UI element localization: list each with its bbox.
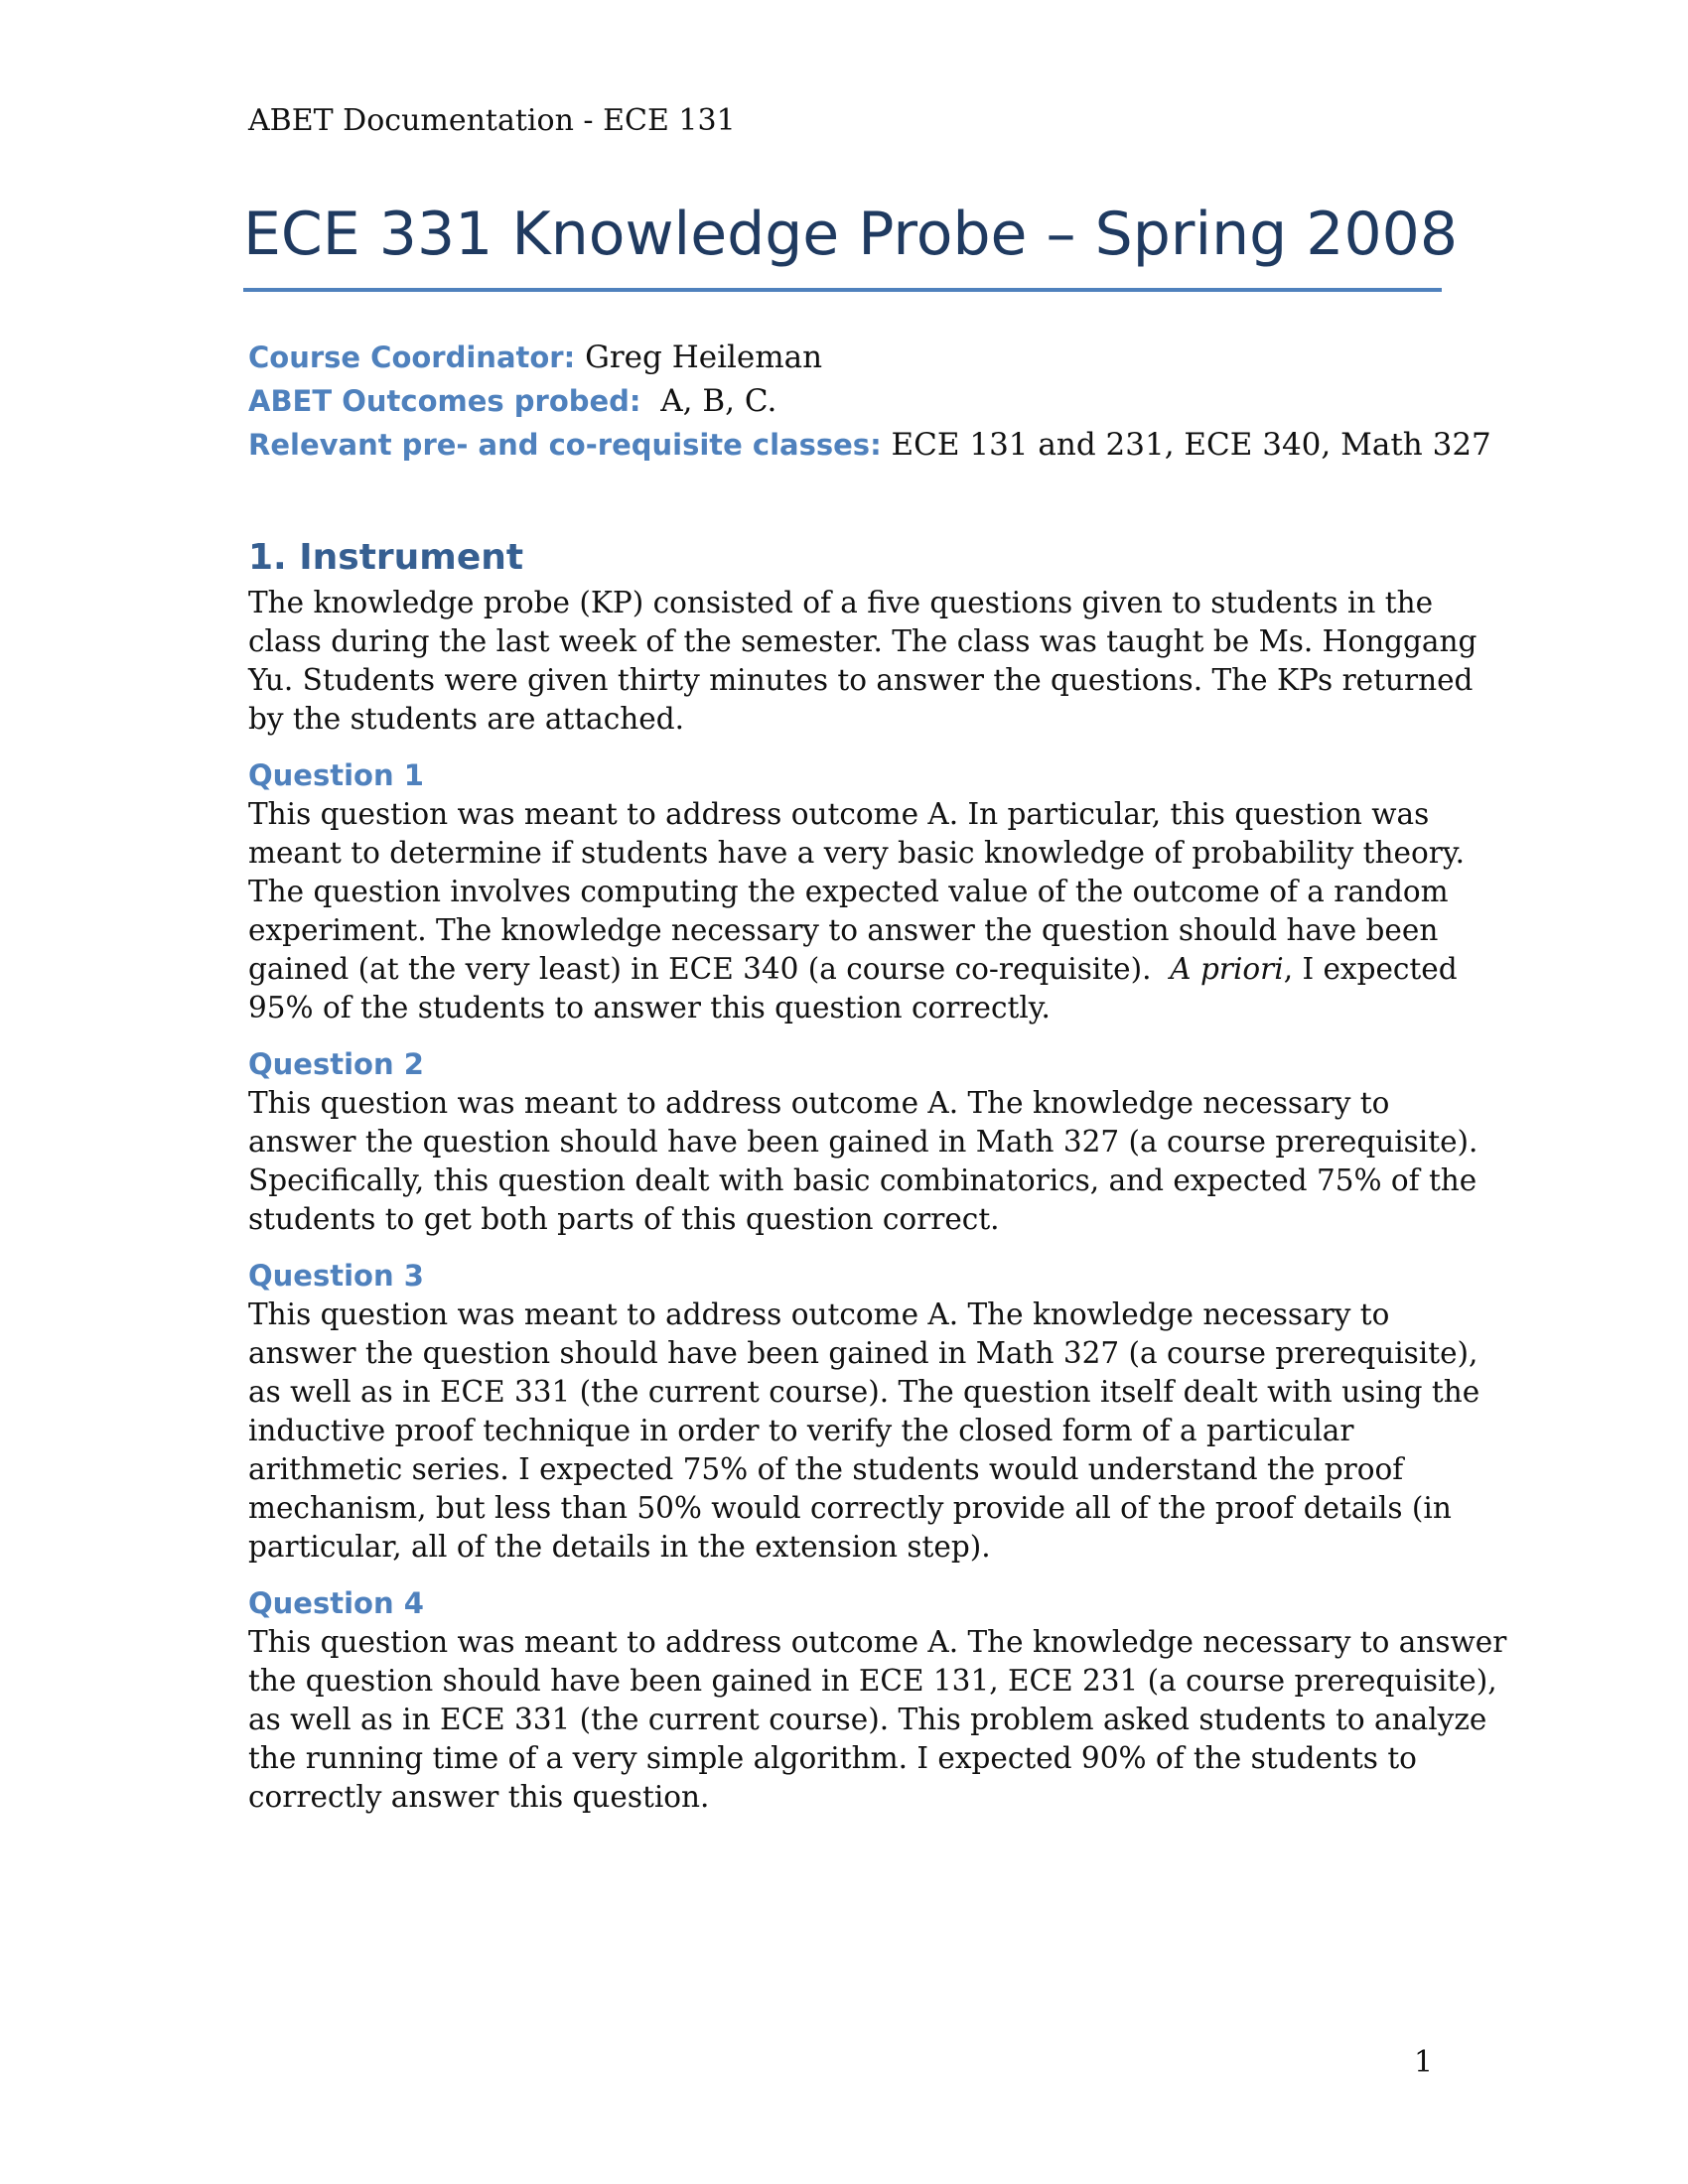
question-1-heading: Question 1 (248, 758, 424, 792)
document-body (248, 532, 1507, 1834)
paragraph-line: class during the last week of the semester. The class was taught be Ms. Honggang (248, 624, 1477, 658)
course-meta (248, 336, 1491, 467)
paragraph-line: mechanism, but less than 50% would correctly provide all of the proof details (in (248, 1491, 1452, 1525)
paragraph-line: students to get both parts of this question correct. (248, 1202, 1000, 1236)
paragraph-line (248, 950, 1458, 989)
paragraph-line: answer the question should have been gained in Math 327 (a course prerequisite). (248, 1125, 1478, 1159)
paragraph-line: The question involves computing the expected value of the outcome of a random (248, 875, 1449, 908)
question-3-paragraph (248, 1296, 1480, 1567)
title-underline (243, 288, 1442, 292)
line-text: gained (at the very least) in ECE 340 (a course co-requisite). (248, 952, 1171, 986)
running-header: ABET Documentation - ECE 131 (248, 103, 736, 138)
paragraph-line: particular, all of the details in the extension step). (248, 1530, 991, 1564)
prereq-line (248, 423, 1491, 467)
paragraph-line: arithmetic series. I expected 75% of the students would understand the proof (248, 1452, 1404, 1486)
paragraph-line: This question was meant to address outcome A. In particular, this question was (248, 797, 1430, 831)
question-2-paragraph (248, 1084, 1478, 1239)
line-text: , I expected (1283, 952, 1458, 986)
document-title: ECE 331 Knowledge Probe – Spring 2008 (243, 200, 1458, 269)
paragraph-line: This question was meant to address outcome A. The knowledge necessary to (248, 1297, 1390, 1331)
paragraph-line: inductive proof technique in order to verify the closed form of a particular (248, 1414, 1354, 1447)
paragraph-line: as well as in ECE 331 (the current course). The question itself dealt with using the (248, 1375, 1480, 1409)
paragraph-line: Specifically, this question dealt with basic combinatorics, and expected 75% of the (248, 1163, 1477, 1197)
section-heading-instrument: 1. Instrument (248, 537, 524, 578)
paragraph-line: experiment. The knowledge necessary to answer the question should have been (248, 913, 1439, 947)
question-4-heading: Question 4 (248, 1586, 424, 1620)
outcomes-value: A, B, C. (640, 383, 777, 419)
page-number: 1 (1414, 2045, 1434, 2080)
paragraph-line: correctly answer this question. (248, 1780, 710, 1814)
paragraph-line: the running time of a very simple algorithm. I expected 90% of the students to (248, 1741, 1417, 1775)
question-4-paragraph (248, 1623, 1507, 1817)
paragraph-line: 95% of the students to answer this question correctly. (248, 991, 1051, 1024)
paragraph-line: The knowledge probe (KP) consisted of a five questions given to students in the (248, 586, 1434, 619)
paragraph-line: meant to determine if students have a very basic knowledge of probability theory. (248, 836, 1465, 870)
prereq-value: ECE 131 and 231, ECE 340, Math 327 (881, 427, 1491, 463)
outcomes-label: ABET Outcomes probed: (248, 384, 641, 418)
question-3-heading: Question 3 (248, 1259, 424, 1293)
instrument-paragraph (248, 584, 1477, 739)
coordinator-value: Greg Heileman (575, 340, 823, 375)
a-priori-italic: A priori (1170, 952, 1284, 986)
question-1-paragraph (248, 795, 1465, 1027)
coordinator-label: Course Coordinator: (248, 341, 576, 374)
paragraph-line: This question was meant to address outcome A. The knowledge necessary to (248, 1086, 1390, 1120)
coordinator-line (248, 336, 1491, 379)
paragraph-line: This question was meant to address outcome A. The knowledge necessary to answer (248, 1625, 1507, 1659)
paragraph-line: answer the question should have been gained in Math 327 (a course prerequisite), (248, 1336, 1478, 1370)
outcomes-line (248, 379, 1491, 423)
paragraph-line: as well as in ECE 331 (the current course). This problem asked students to analyze (248, 1703, 1487, 1736)
paragraph-line: by the students are attached. (248, 702, 684, 736)
paragraph-line: Yu. Students were given thirty minutes to answer the questions. The KPs returned (248, 663, 1474, 697)
paragraph-line: the question should have been gained in ECE 131, ECE 231 (a course prerequisite), (248, 1664, 1497, 1698)
prereq-label: Relevant pre- and co-requisite classes: (248, 428, 882, 462)
question-2-heading: Question 2 (248, 1047, 424, 1081)
